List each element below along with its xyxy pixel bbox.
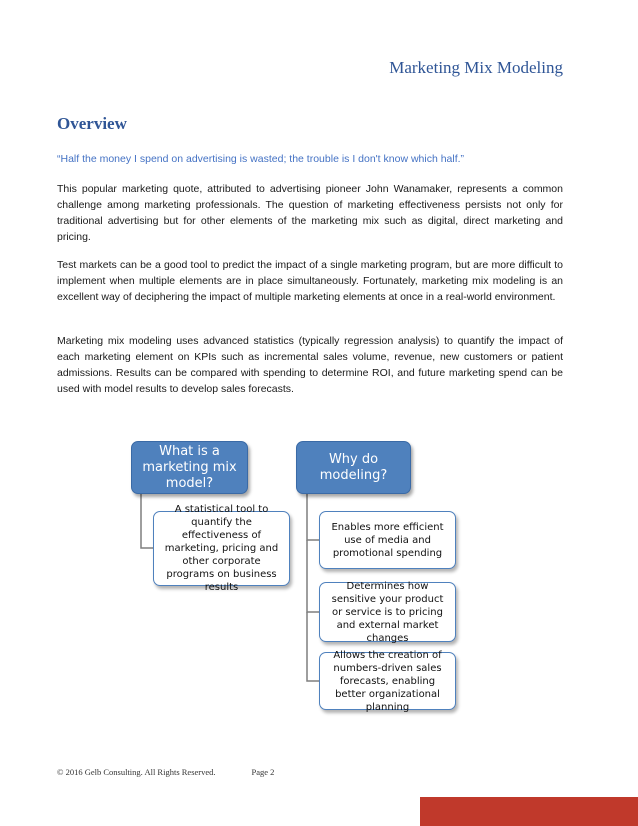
section-heading-overview: Overview: [57, 114, 127, 133]
connector-what: [141, 494, 153, 548]
diagram-box-what-is-mmm: What is a marketing mix model?: [131, 441, 248, 494]
paragraph-test-markets: Test markets can be a good tool to predict the impact of a single marketing program, but are more difficult to implement when multiple elements are in place simultaneously. Fortunately, marketing mix modeling is an excellent way of deciphering the impact of multiple marketing elements at once in a real-world environment.: [57, 259, 563, 303]
footer-copyright: © 2016 Gelb Consulting. All Rights Reserved.: [57, 767, 216, 777]
connector-why-2: [307, 540, 319, 612]
footer-page-number: Page 2: [251, 767, 275, 777]
document-title: Marketing Mix Modeling: [389, 58, 563, 77]
connector-why-3: [307, 612, 319, 681]
footer-accent-bar: [420, 797, 638, 826]
footer: [57, 767, 274, 777]
diagram-box-reason-forecasts: Allows the creation of numbers-driven sales forecasts, enabling better organizational planning: [319, 652, 456, 710]
wanamaker-quote: “Half the money I spend on advertising is wasted; the trouble is I don't know which half.”: [57, 153, 465, 165]
diagram-box-reason-efficiency: Enables more efficient use of media and promotional spending: [319, 511, 456, 569]
diagram-box-definition: A statistical tool to quantify the effectiveness of marketing, pricing and other corporate programs on business results: [153, 511, 290, 586]
connector-why-1: [307, 494, 319, 540]
paragraph-mmm-statistics: Marketing mix modeling uses advanced statistics (typically regression analysis) to quantify the impact of each marketing element on KPIs such as incremental sales volume, revenue, new customers or patient admissions. Results can be compared with spending to determine ROI, and future marketing spend can be used with model results to develop sales forecasts.: [57, 335, 563, 395]
diagram-box-reason-sensitivity: Determines how sensitive your product or service is to pricing and external market changes: [319, 582, 456, 642]
paragraph-intro: This popular marketing quote, attributed to advertising pioneer John Wanamaker, represents a common challenge among marketing professionals. The question of marketing effectiveness persists not only for traditional advertising but for other elements of the marketing mix such as digital, direct marketing and pricing.: [57, 183, 563, 243]
diagram-box-why-modeling: Why do modeling?: [296, 441, 411, 494]
